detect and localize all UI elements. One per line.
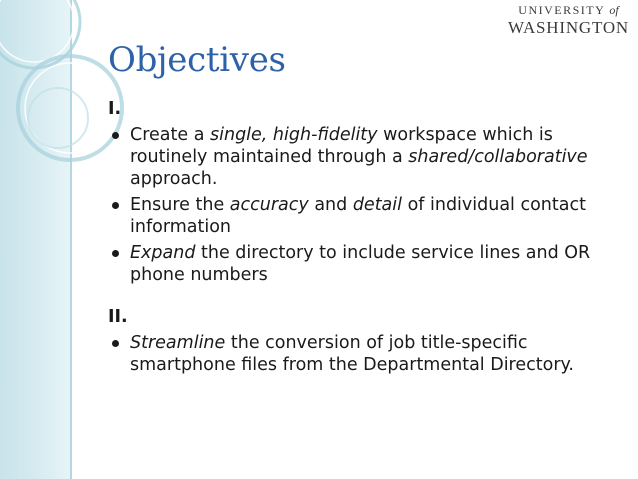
slide-body	[108, 98, 618, 380]
bullet-list	[108, 124, 618, 286]
logo-line-2: WASHINGTON	[507, 18, 629, 37]
bullet-icon	[112, 132, 119, 139]
logo-line-1	[508, 4, 629, 16]
bullet-item	[108, 194, 618, 238]
logo-university-text: UNIVERSITY	[518, 3, 605, 17]
bullet-text-segment: approach.	[130, 169, 218, 189]
bullet-icon	[112, 250, 119, 257]
bullet-text-segment: of individual contact information	[130, 195, 586, 237]
bullet-list	[108, 332, 618, 376]
bullet-text-segment: the conversion of job title-specific smartphone files from the Departmental Directory.	[130, 333, 574, 375]
section-label: I.	[108, 99, 122, 119]
logo-of-text: of	[609, 3, 619, 17]
objectives-section-1	[108, 98, 618, 286]
bullet-text-segment: Expand	[130, 243, 196, 263]
bullet-text-segment: Streamline	[130, 333, 226, 353]
bullet-text-segment: the directory to include service lines and OR phone numbers	[130, 243, 591, 285]
bullet-text-segment: Ensure the	[130, 195, 230, 215]
slide-title: Objectives	[108, 40, 286, 80]
bullet-item	[108, 242, 618, 286]
bullet-text-segment: single, high-fidelity	[210, 125, 378, 145]
bullet-icon	[112, 340, 119, 347]
bullet-text-segment: Create a	[130, 125, 210, 145]
bullet-icon	[112, 202, 119, 209]
bullet-text-segment: detail	[352, 195, 402, 215]
bullet-item	[108, 332, 618, 376]
bullet-item	[108, 124, 618, 190]
bullet-text-segment: shared/collaborative	[408, 147, 588, 167]
section-label: II.	[108, 307, 128, 327]
bullet-text-segment: and	[308, 195, 353, 215]
objectives-section-2	[108, 306, 618, 376]
bullet-text-segment: workspace which is routinely maintained through a	[130, 125, 553, 167]
bullet-text-segment: accuracy	[229, 195, 309, 215]
university-logo	[508, 4, 629, 36]
